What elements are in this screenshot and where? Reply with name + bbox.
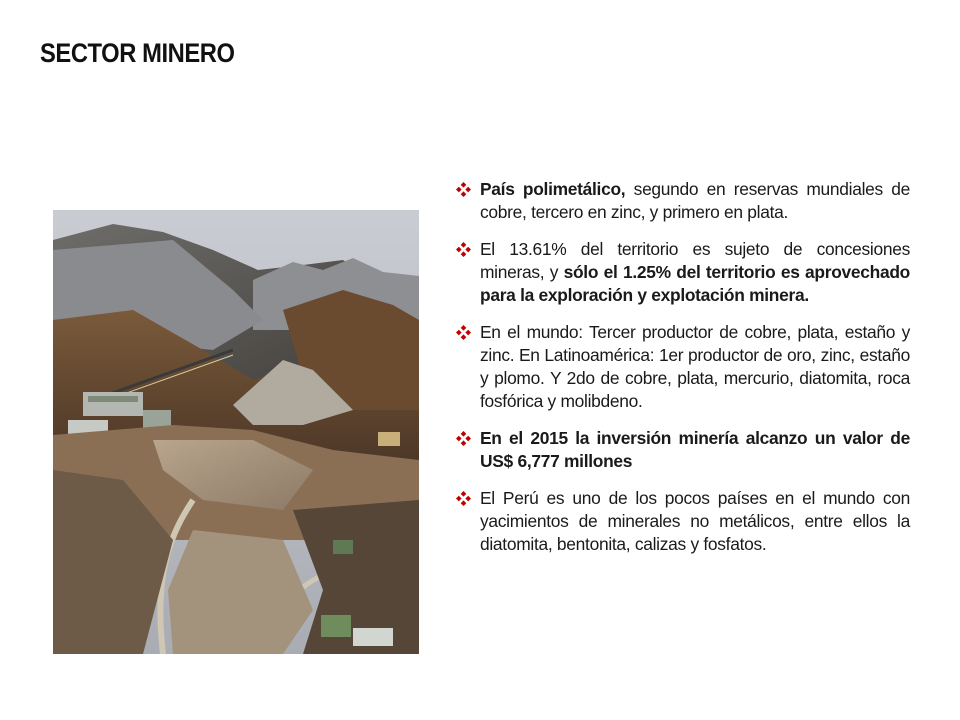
bullet-bold-text: En el 2015 la inversión minería alcanzo un valor de US$ 6,777 millones bbox=[480, 428, 910, 471]
diamond-bullet-icon bbox=[456, 242, 471, 257]
diamond-bullet-icon bbox=[456, 491, 471, 506]
diamond-bullet-icon bbox=[456, 182, 471, 197]
bullet-text: En el mundo: Tercer productor de cobre, plata, estaño y zinc. En Latinoamérica: 1er productor de oro, zinc, estaño y plomo. Y 2do de cobre, plata, mercurio, diatomita, roca fosfórica y molibdeno. bbox=[480, 322, 910, 411]
bullet-text: El Perú es uno de los pocos países en el mundo con yacimientos de minerales no metálicos, entre ellos la diatomita, bentonita, calizas y fosfatos. bbox=[480, 488, 910, 554]
bullet-text: El 13.61% del territorio es sujeto de concesiones mineras, y bbox=[480, 239, 910, 282]
mine-site-photo bbox=[53, 210, 419, 654]
slide-title: SECTOR MINERO bbox=[40, 38, 235, 68]
bullet-item-territory bbox=[456, 238, 910, 307]
diamond-bullet-icon bbox=[456, 325, 471, 340]
bullet-list bbox=[456, 178, 910, 570]
bullet-text: segundo en reservas mundiales de cobre, tercero en zinc, y primero en plata. bbox=[480, 179, 911, 222]
bullet-bold-text: sólo el 1.25% del territorio es aprovechado para la exploración y explotación minera. bbox=[480, 262, 910, 305]
bullet-item-investment bbox=[456, 427, 910, 473]
bullet-item-world-ranking bbox=[456, 321, 910, 413]
bullet-item-polymetallic bbox=[456, 178, 910, 224]
mine-landscape-image bbox=[53, 210, 419, 654]
bullet-bold-text: País polimetálico, bbox=[480, 179, 626, 199]
bullet-item-non-metallic bbox=[456, 487, 910, 556]
diamond-bullet-icon bbox=[456, 431, 471, 446]
